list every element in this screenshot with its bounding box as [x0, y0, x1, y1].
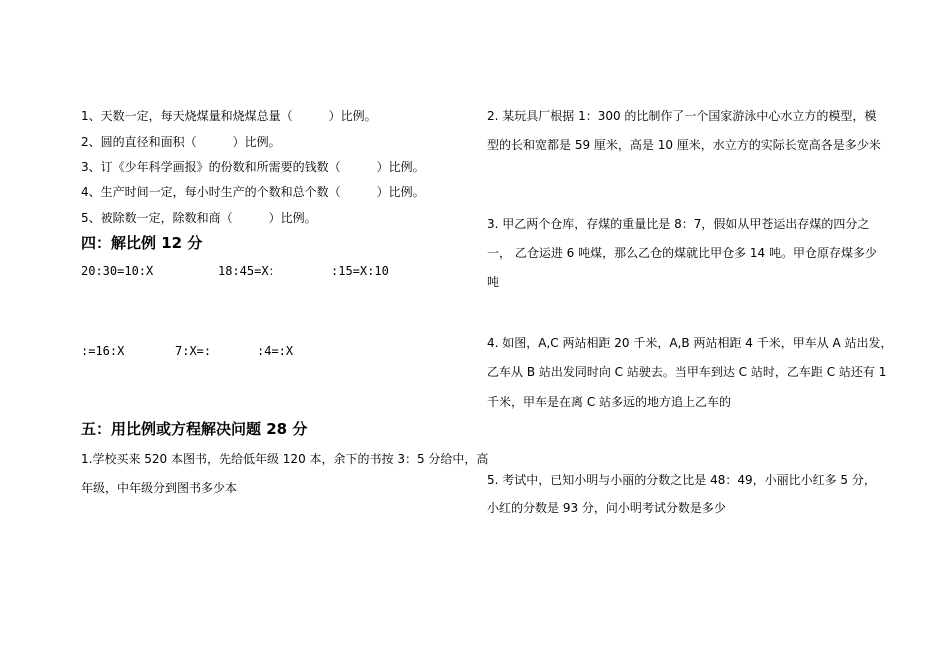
problem-2-line-1: 2. 某玩具厂根据 1：300 的比制作了一个国家游泳中心水立方的模型，模 [487, 109, 877, 123]
proportion-equation: :15=X:10 [331, 264, 389, 278]
section4-heading: 四：解比例 12 分 [81, 234, 203, 252]
problem-4-line-1: 4. 如图，A,C 两站相距 20 千米，A,B 两站相距 4 千米，甲车从 A 站出发， [487, 336, 893, 350]
problem-2-line-2: 型的长和宽都是 59 厘米，高是 10 厘米，水立方的实际长宽高各是多少米 [487, 138, 881, 152]
fill-blank-question-4: 4、生产时间一定，每小时生产的个数和总个数（ ）比例。 [81, 185, 425, 199]
problem-5-line-1: 5. 考试中，已知小明与小丽的分数之比是 48：49，小丽比小红多 5 分， [487, 473, 876, 487]
proportion-equation: 18:45=X： [218, 264, 281, 278]
fill-blank-question-3: 3、订《少年科学画报》的份数和所需要的钱数（ ）比例。 [81, 160, 425, 174]
fill-blank-question-1: 1、天数一定，每天烧煤量和烧煤总量（ ）比例。 [81, 109, 377, 123]
proportion-equation: :=16:X [81, 344, 125, 358]
problem-5-line-2: 小红的分数是 93 分，问小明考试分数是多少 [487, 501, 726, 515]
proportion-equation: 7:X=: [175, 344, 212, 358]
problem-3-line-1: 3. 甲乙两个仓库，存煤的重量比是 8：7，假如从甲苍运出存煤的四分之 [487, 217, 870, 231]
problem-1-line-2: 年级，中年级分到图书多少本 [81, 481, 238, 495]
problem-1-line-1: 1.学校买来 520 本图书，先给低年级 120 本，余下的书按 3：5 分给中，高 [81, 452, 489, 466]
problem-3-line-3: 吨 [487, 275, 500, 289]
problem-4-line-3: 千米，甲车是在离 C 站多远的地方追上乙车的 [487, 395, 732, 409]
proportion-equation: 20:30=10:X [81, 264, 154, 278]
proportion-equation: :4=:X [257, 344, 294, 358]
fill-blank-question-5: 5、被除数一定，除数和商（ ）比例。 [81, 211, 317, 225]
fill-blank-question-2: 2、圆的直径和面积（ ）比例。 [81, 135, 281, 149]
problem-4-line-2: 乙车从 B 站出发同时向 C 站驶去。当甲车到达 C 站时，乙车距 C 站还有 1 [487, 365, 887, 379]
section5-heading: 五：用比例或方程解决问题 28 分 [81, 420, 308, 438]
problem-3-line-2: 一， 乙仓运进 6 吨煤，那么乙仓的煤就比甲仓多 14 吨。甲仓原存煤多少 [487, 246, 877, 260]
